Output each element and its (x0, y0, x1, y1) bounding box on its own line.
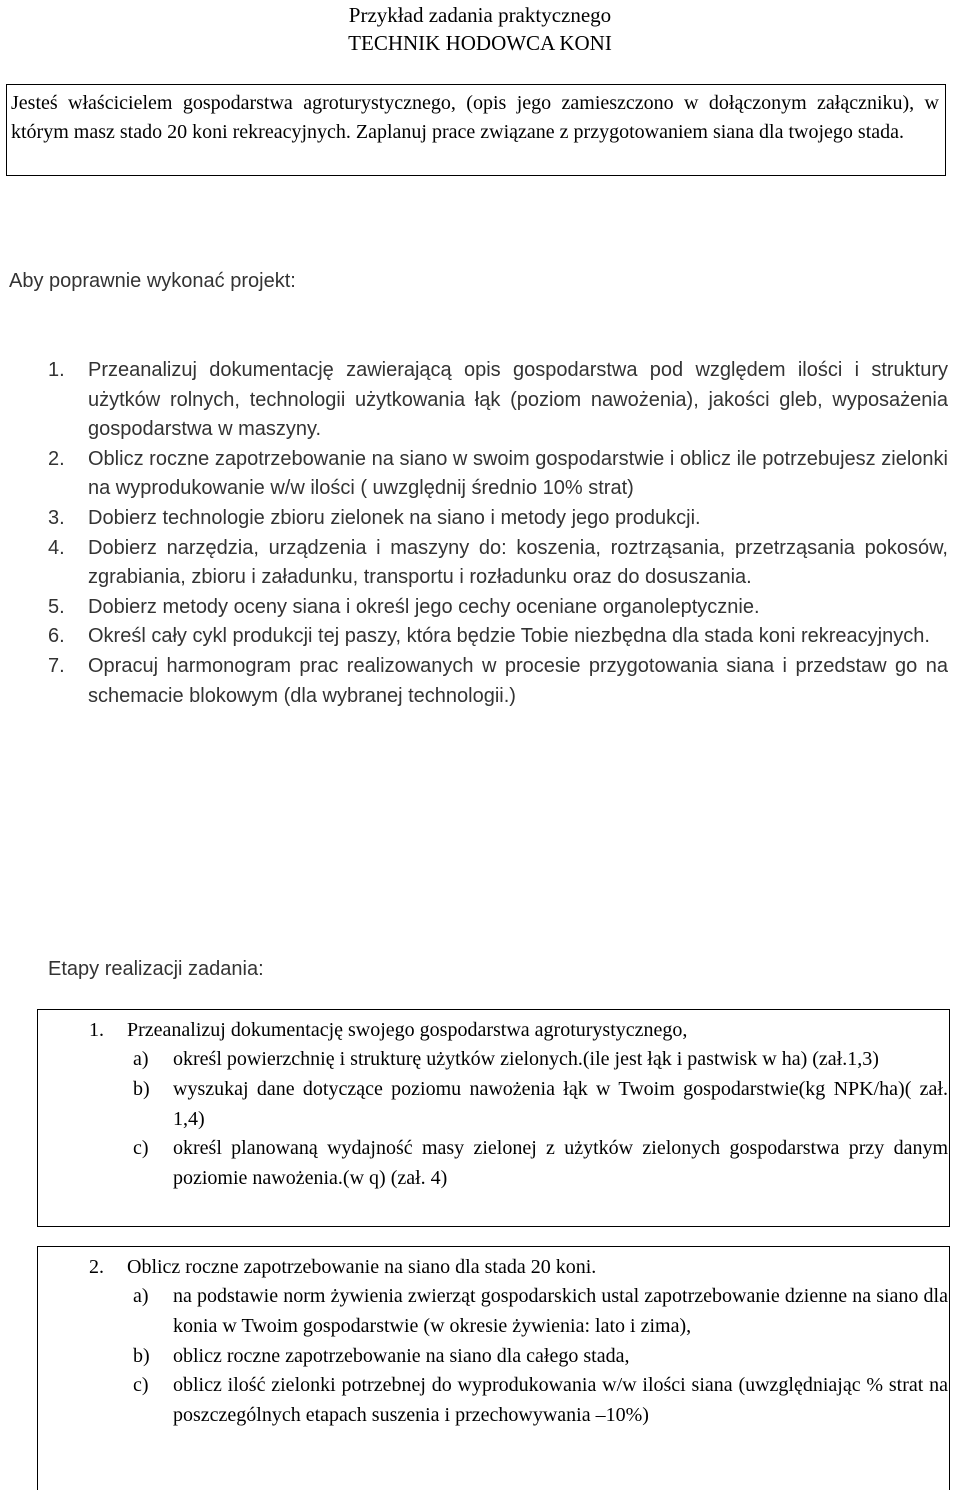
stage-item (133, 1045, 948, 1075)
item-text: na podstawie norm żywienia zwierząt gospodarskich ustal zapotrzebowanie dzienne na siano dla konia w Twoim gospodarstwie (w okresie żywienia: lato i zima), (173, 1285, 948, 1337)
stage-number: 2. (89, 1256, 104, 1278)
stage-1-items (133, 1045, 948, 1194)
step-text: Dobierz narzędzia, urządzenia i maszyny do: koszenia, roztrząsania, przetrząsania pokosów, zgrabiania, zbioru i załadunku, transportu i rozładunku oraz do dosuszania. (88, 536, 948, 589)
stage-2-title (89, 1252, 596, 1282)
stages-heading: Etapy realizacji zadania: (48, 958, 264, 980)
step-text: Opracuj harmonogram prac realizowanych w procesie przygotowania siana i przedstaw go na schemacie blokowym (dla wybranej technologii.) (88, 654, 948, 707)
step-number: 3. (48, 506, 65, 529)
step-text: Przeanalizuj dokumentację zawierającą opis gospodarstwa pod względem ilości i struktury użytków rolnych, technologii użytkowania łąk (poziom nawożenia), jakości gleb, wyposażenia gospodarstwa w maszyny. (88, 359, 948, 441)
stage-item (133, 1342, 948, 1372)
project-steps-heading: Aby poprawnie wykonać projekt: (9, 270, 296, 292)
project-step (48, 356, 948, 445)
task-description: Jesteś właścicielem gospodarstwa agroturystycznego, (opis jego zamieszczono w dołączonym załączniku), w którym masz stado 20 koni rekreacyjnych. Zaplanuj prace związane z przygotowaniem siana dla twojego stada. (11, 92, 939, 144)
stage-item (133, 1371, 948, 1431)
item-text: wyszukaj dane dotyczące poziomu nawożenia łąk w Twoim gospodarstwie(kg NPK/ha)( zał. 1,4) (173, 1077, 948, 1130)
step-text: Oblicz roczne zapotrzebowanie na siano w swoim gospodarstwie i oblicz ile potrzebujesz zielonki na wyprodukowanie w/w ilości ( uwzględnij średnio 10% strat) (88, 447, 948, 500)
project-step (48, 445, 948, 504)
stage-title-text: Przeanalizuj dokumentację swojego gospodarstwa agroturystycznego, (127, 1019, 688, 1041)
item-letter: a) (133, 1285, 149, 1307)
item-text: oblicz roczne zapotrzebowanie na siano dla całego stada, (173, 1344, 630, 1367)
step-number: 5. (48, 595, 65, 618)
project-step (48, 622, 948, 652)
item-letter: a) (133, 1048, 149, 1070)
step-number: 4. (48, 536, 65, 559)
item-text: określ planowaną wydajność masy zielonej z użytków zielonych gospodarstwa przy danym poziomie nawożenia.(w q) (zał. 4) (173, 1137, 948, 1190)
item-text: oblicz ilość zielonki potrzebnej do wyprodukowania w/w ilości siana (uwzględniając % strat na poszczególnych etapach suszenia i przechowywania –10%) (173, 1374, 948, 1427)
item-text: określ powierzchnię i strukturę użytków zielonych.(ile jest łąk i pastwisk w ha) (zał.1,3) (173, 1048, 879, 1070)
stage-title-text: Oblicz roczne zapotrzebowanie na siano dla stada 20 koni. (127, 1256, 597, 1278)
stage-2-items (133, 1282, 948, 1431)
project-step (48, 652, 948, 711)
stage-item (133, 1134, 948, 1194)
step-text: Dobierz metody oceny siana i określ jego cechy oceniane organoleptycznie. (88, 595, 760, 618)
item-letter: b) (133, 1344, 150, 1367)
stage-1-box (37, 1009, 950, 1227)
project-steps-list (48, 356, 948, 711)
step-text: Dobierz technologie zbioru zielonek na siano i metody jego produkcji. (88, 506, 701, 529)
item-letter: c) (133, 1374, 149, 1397)
project-step (48, 593, 948, 623)
stage-1-title (89, 1015, 687, 1045)
item-letter: c) (133, 1137, 149, 1160)
project-step (48, 534, 948, 593)
stage-2-box (37, 1246, 950, 1490)
project-step (48, 504, 948, 534)
document-title: Przykład zadania praktycznego (348, 3, 612, 27)
step-number: 7. (48, 654, 65, 677)
stage-item (133, 1075, 948, 1135)
document-subtitle: TECHNIK HODOWCA KONI (348, 31, 612, 55)
step-number: 2. (48, 447, 65, 470)
step-text: Określ cały cykl produkcji tej paszy, która będzie Tobie niezbędna dla stada koni rekreacyjnych. (88, 625, 930, 648)
step-number: 6. (48, 625, 65, 648)
task-description-box (6, 84, 946, 176)
stage-number: 1. (89, 1019, 104, 1041)
item-letter: b) (133, 1077, 150, 1100)
step-number: 1. (48, 359, 65, 381)
stage-item (133, 1282, 948, 1342)
